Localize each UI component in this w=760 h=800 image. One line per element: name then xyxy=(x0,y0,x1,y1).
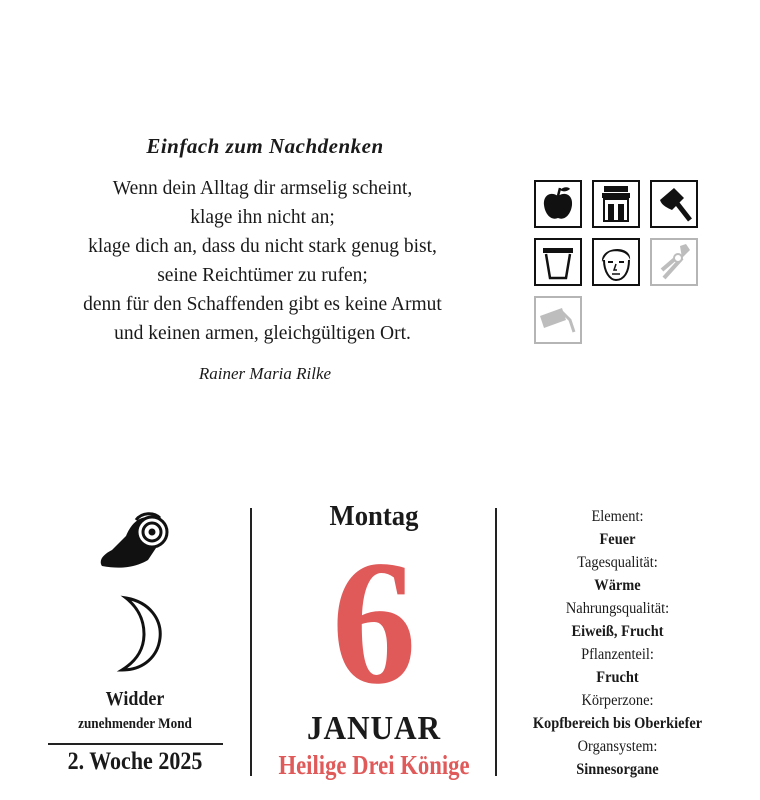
property-value: Eiweiß, Frucht xyxy=(571,623,664,640)
quote-title: Einfach zum Nachdenken xyxy=(146,134,384,158)
quote-line: klage dich an, dass du nicht stark genug bist, xyxy=(88,236,437,257)
brush-icon xyxy=(534,296,582,344)
property-value: Kopfbereich bis Oberkiefer xyxy=(532,715,703,732)
day-number: 6 xyxy=(331,523,417,721)
moon-phase: zunehmender Mond xyxy=(78,716,192,732)
quote-line: und keinen armen, gleichgültigen Ort. xyxy=(114,323,411,344)
ram-icon xyxy=(96,506,176,574)
quote-line: Wenn dein Alltag dir armselig scheint, xyxy=(112,178,413,199)
week-label: 2. Woche 2025 xyxy=(67,748,203,775)
month: JANUAR xyxy=(306,710,442,747)
property-label: Pflanzenteil: xyxy=(581,646,654,663)
quote-line: denn für den Schaffenden gibt es keine Armut xyxy=(83,294,442,315)
quote-line: klage ihn nicht an; xyxy=(190,207,335,228)
holiday: Heilige Drei Könige xyxy=(278,750,470,780)
quote-line: seine Reichtümer zu rufen; xyxy=(157,265,368,286)
property-value: Sinnesorgane xyxy=(576,761,659,778)
divider xyxy=(250,508,252,776)
property-label: Körperzone: xyxy=(581,692,654,709)
day-properties xyxy=(500,505,735,781)
face-icon xyxy=(592,238,640,286)
property-label: Tagesqualität: xyxy=(577,554,658,571)
bucket-icon xyxy=(534,238,582,286)
apple-icon xyxy=(534,180,582,228)
waxing-moon-icon xyxy=(104,594,168,674)
axe-icon xyxy=(650,180,698,228)
zodiac-sign: Widder xyxy=(105,688,165,710)
property-label: Element: xyxy=(591,508,644,525)
property-label: Nahrungsqualität: xyxy=(565,600,670,617)
weekday: Montag xyxy=(329,500,419,532)
property-value: Feuer xyxy=(599,531,636,548)
jar-icon xyxy=(592,180,640,228)
property-value: Wärme xyxy=(594,577,641,594)
quote-author: Rainer Maria Rilke xyxy=(198,364,332,383)
pliers-icon xyxy=(650,238,698,286)
property-label: Organsystem: xyxy=(577,738,658,755)
activity-icons xyxy=(534,180,704,350)
property-value: Frucht xyxy=(596,669,639,686)
divider xyxy=(495,508,497,776)
quote-text xyxy=(10,174,515,348)
divider xyxy=(48,743,223,745)
